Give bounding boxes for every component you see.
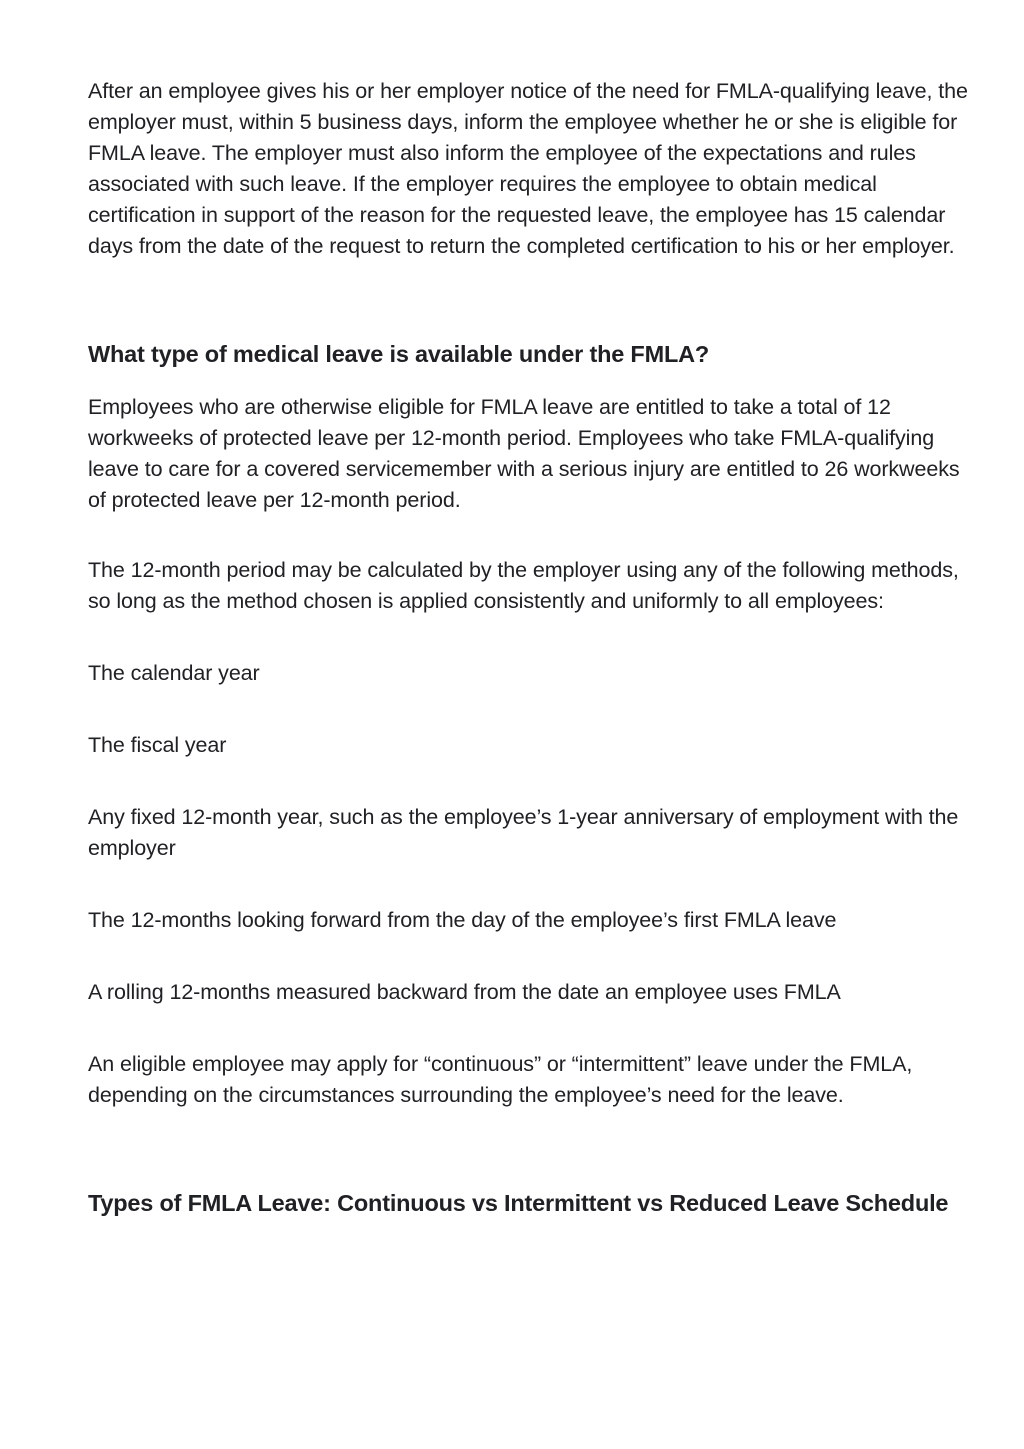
heading-leave-types: Types of FMLA Leave: Continuous vs Intermittent vs Reduced Leave Schedule xyxy=(88,1190,949,1216)
period-paragraph: The 12-month period may be calculated by the employer using any of the following methods, so long as the method chosen is applied consistently and uniformly to all employees: xyxy=(88,558,959,613)
method-fixed-year: Any fixed 12-month year, such as the employee’s 1-year anniversary of employment with the employer xyxy=(88,805,959,860)
method-looking-forward: The 12-months looking forward from the day of the employee’s first FMLA leave xyxy=(88,908,837,932)
heading-medical-leave: What type of medical leave is available under the FMLA? xyxy=(88,341,710,367)
method-calendar-year: The calendar year xyxy=(88,661,260,685)
method-rolling-backward: A rolling 12-months measured backward from the date an employee uses FMLA xyxy=(88,980,841,1004)
intermittent-paragraph: An eligible employee may apply for “continuous” or “intermittent” leave under the FMLA, depending on the circumstances surrounding the employee’s need for the leave. xyxy=(88,1052,913,1107)
entitlement-paragraph: Employees who are otherwise eligible for FMLA leave are entitled to take a total of 12 workweeks of protected leave per 12-month period. Employees who take FMLA-qualifying leave to care for a covered servicemember with a serious injury are entitled to 26 workweeks of protected leave per 12-month period. xyxy=(88,395,960,512)
document-page xyxy=(88,76,973,1220)
intro-paragraph: After an employee gives his or her employer notice of the need for FMLA-qualifying leave, the employer must, within 5 business days, inform the employee whether he or she is eligible for FMLA leave. The employer must also inform the employee of the expectations and rules associated with such leave. If the employer requires the employee to obtain medical certification in support of the reason for the requested leave, the employee has 15 calendar days from the date of the request to return the completed certification to his or her employer. xyxy=(88,79,968,258)
method-fiscal-year: The fiscal year xyxy=(88,733,227,757)
